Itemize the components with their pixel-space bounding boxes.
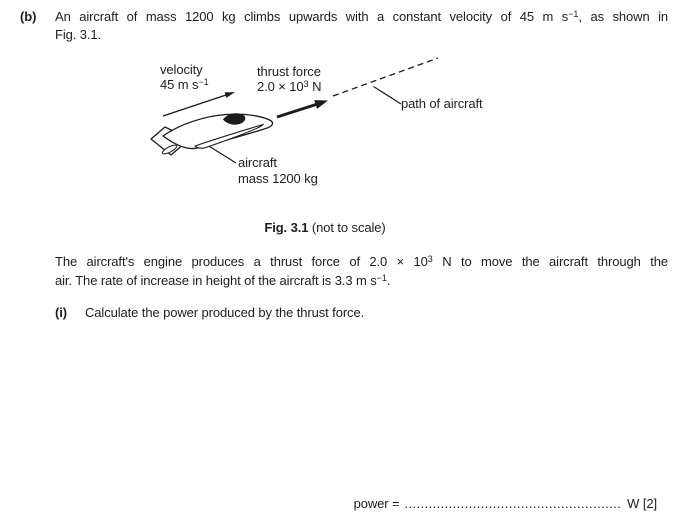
body-line1-text: The aircraft's engine produces a thrust force of 2.0 × 10	[55, 254, 428, 269]
aircraft-drawing	[151, 113, 273, 155]
thrust-force-label	[257, 64, 321, 94]
superscript-exponent: −1	[376, 272, 387, 283]
answer-line	[354, 495, 657, 513]
body-line2-tail: .	[386, 272, 391, 288]
velocity-value-text: 45 m s	[160, 77, 199, 92]
body-line1-tail: N to move the aircraft through the	[432, 254, 668, 269]
part-b-label: (b)	[20, 9, 37, 24]
thrust-value	[257, 79, 321, 94]
figure-caption	[155, 219, 495, 237]
body-paragraph	[55, 253, 668, 290]
thrust-force-arrow	[277, 100, 328, 117]
answer-unit-marks: W [2]	[627, 496, 657, 511]
intro-line1-text: An aircraft of mass 1200 kg climbs upwards with a constant velocity of 45 m s	[55, 9, 569, 24]
superscript-exponent: −1	[198, 77, 209, 87]
thrust-value-text: 2.0 × 10	[257, 79, 304, 94]
velocity-arrow	[163, 92, 235, 116]
thrust-unit: N	[308, 79, 322, 94]
figure-caption-note: (not to scale)	[308, 220, 386, 235]
body-paragraph-line1	[55, 253, 668, 272]
intro-line1	[55, 8, 668, 26]
velocity-title: velocity	[160, 62, 203, 77]
body-paragraph-line2	[55, 272, 668, 291]
thrust-title: thrust force	[257, 64, 321, 79]
intro-line2: Fig. 3.1.	[55, 27, 102, 42]
sub-question-i-text: Calculate the power produced by the thrust force.	[85, 305, 365, 320]
path-of-aircraft-label: path of aircraft	[401, 96, 483, 111]
aircraft-label-text: aircraft	[238, 155, 277, 170]
intro-line1-tail: , as shown in	[578, 9, 669, 24]
sub-question-i-label: (i)	[55, 305, 67, 320]
answer-prefix: power =	[353, 496, 400, 511]
velocity-label	[160, 62, 209, 92]
answer-blank-dots: ......................................................	[404, 496, 622, 511]
aircraft-mass-text: mass 1200 kg	[238, 170, 318, 186]
aircraft-mass-label	[238, 155, 318, 186]
velocity-value	[160, 77, 209, 92]
flight-path-dashed-line	[333, 58, 438, 96]
path-label-leader-line	[374, 87, 402, 105]
superscript-exponent: −1	[568, 9, 579, 19]
intro-paragraph	[55, 8, 668, 44]
superscript-exponent: 3	[427, 254, 433, 264]
figure-caption-number: Fig. 3.1	[264, 220, 309, 235]
body-line2-text: air. The rate of increase in height of the aircraft is 3.3 m s	[55, 272, 377, 288]
superscript-exponent: 3	[303, 79, 309, 89]
